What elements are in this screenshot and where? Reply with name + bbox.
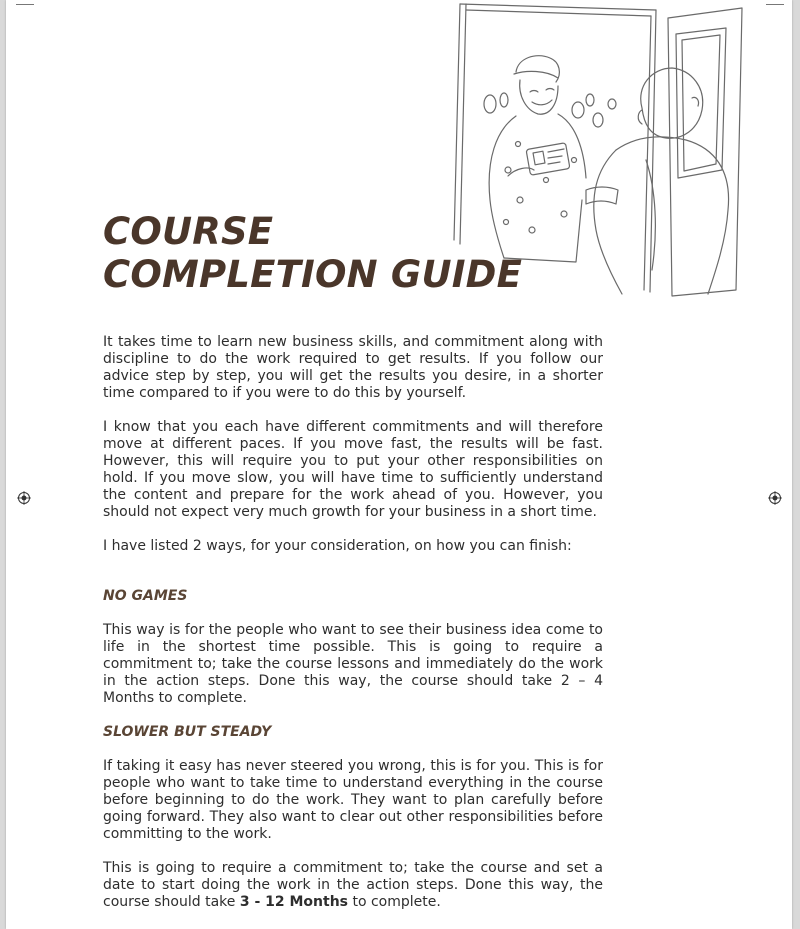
body-content: [103, 334, 603, 928]
title-line-2: COMPLETION GUIDE: [103, 253, 523, 296]
slower-paragraph-2-end: to complete.: [348, 894, 441, 910]
title-line-1: COURSE: [103, 210, 274, 253]
registration-mark-left-icon: [17, 491, 31, 505]
no-games-paragraph: This way is for the people who want to see their business idea come to life in the shortest time possible. This is going to require a commitment to; take the course lessons and immediately do the work in the action steps. Done this way, the course should take 2 – 4 Months to complete.: [103, 622, 603, 706]
slower-but-steady-heading: SLOWER BUT STEADY: [103, 724, 272, 740]
document-page: [6, 0, 792, 929]
paces-paragraph: I know that you each have different commitments and will therefore move at different paces. If you move fast, the results will be fast. However, this will require you to put your other responsibilities on hold. If you move slow, you will have time to sufficiently understand the content and prepare for the work ahead of you. However, you should not expect very much growth for your business in a short time.: [103, 419, 603, 520]
spacer: [103, 572, 603, 588]
options-intro-paragraph: I have listed 2 ways, for your consideration, on how you can finish:: [103, 538, 572, 554]
slower-paragraph-1: If taking it easy has never steered you wrong, this is for you. This is for people who want to take time to understand everything in the course before beginning to do the work. They want to plan carefully before going forward. They also want to clear out other responsibilities before committing to the work.: [103, 758, 603, 842]
slower-paragraph-2: [103, 860, 603, 911]
crop-mark-left: [16, 4, 34, 5]
duration-highlight: 3 - 12 Months: [239, 894, 348, 910]
page-title: [103, 210, 522, 296]
crop-mark-right: [766, 4, 784, 5]
slower-paragraph-2-start: This is going to require a commitment to; take the course and set a date to start doing the work in the action steps. Done this way, the course should take: [103, 860, 603, 910]
intro-paragraph: It takes time to learn new business skills, and commitment along with discipline to do the work required to get results. If you follow our advice step by step, you will get the results you desire, in a shorter time compared to if you were to do this by yourself.: [103, 334, 603, 401]
no-games-heading: NO GAMES: [103, 588, 188, 604]
registration-mark-right-icon: [768, 491, 782, 505]
